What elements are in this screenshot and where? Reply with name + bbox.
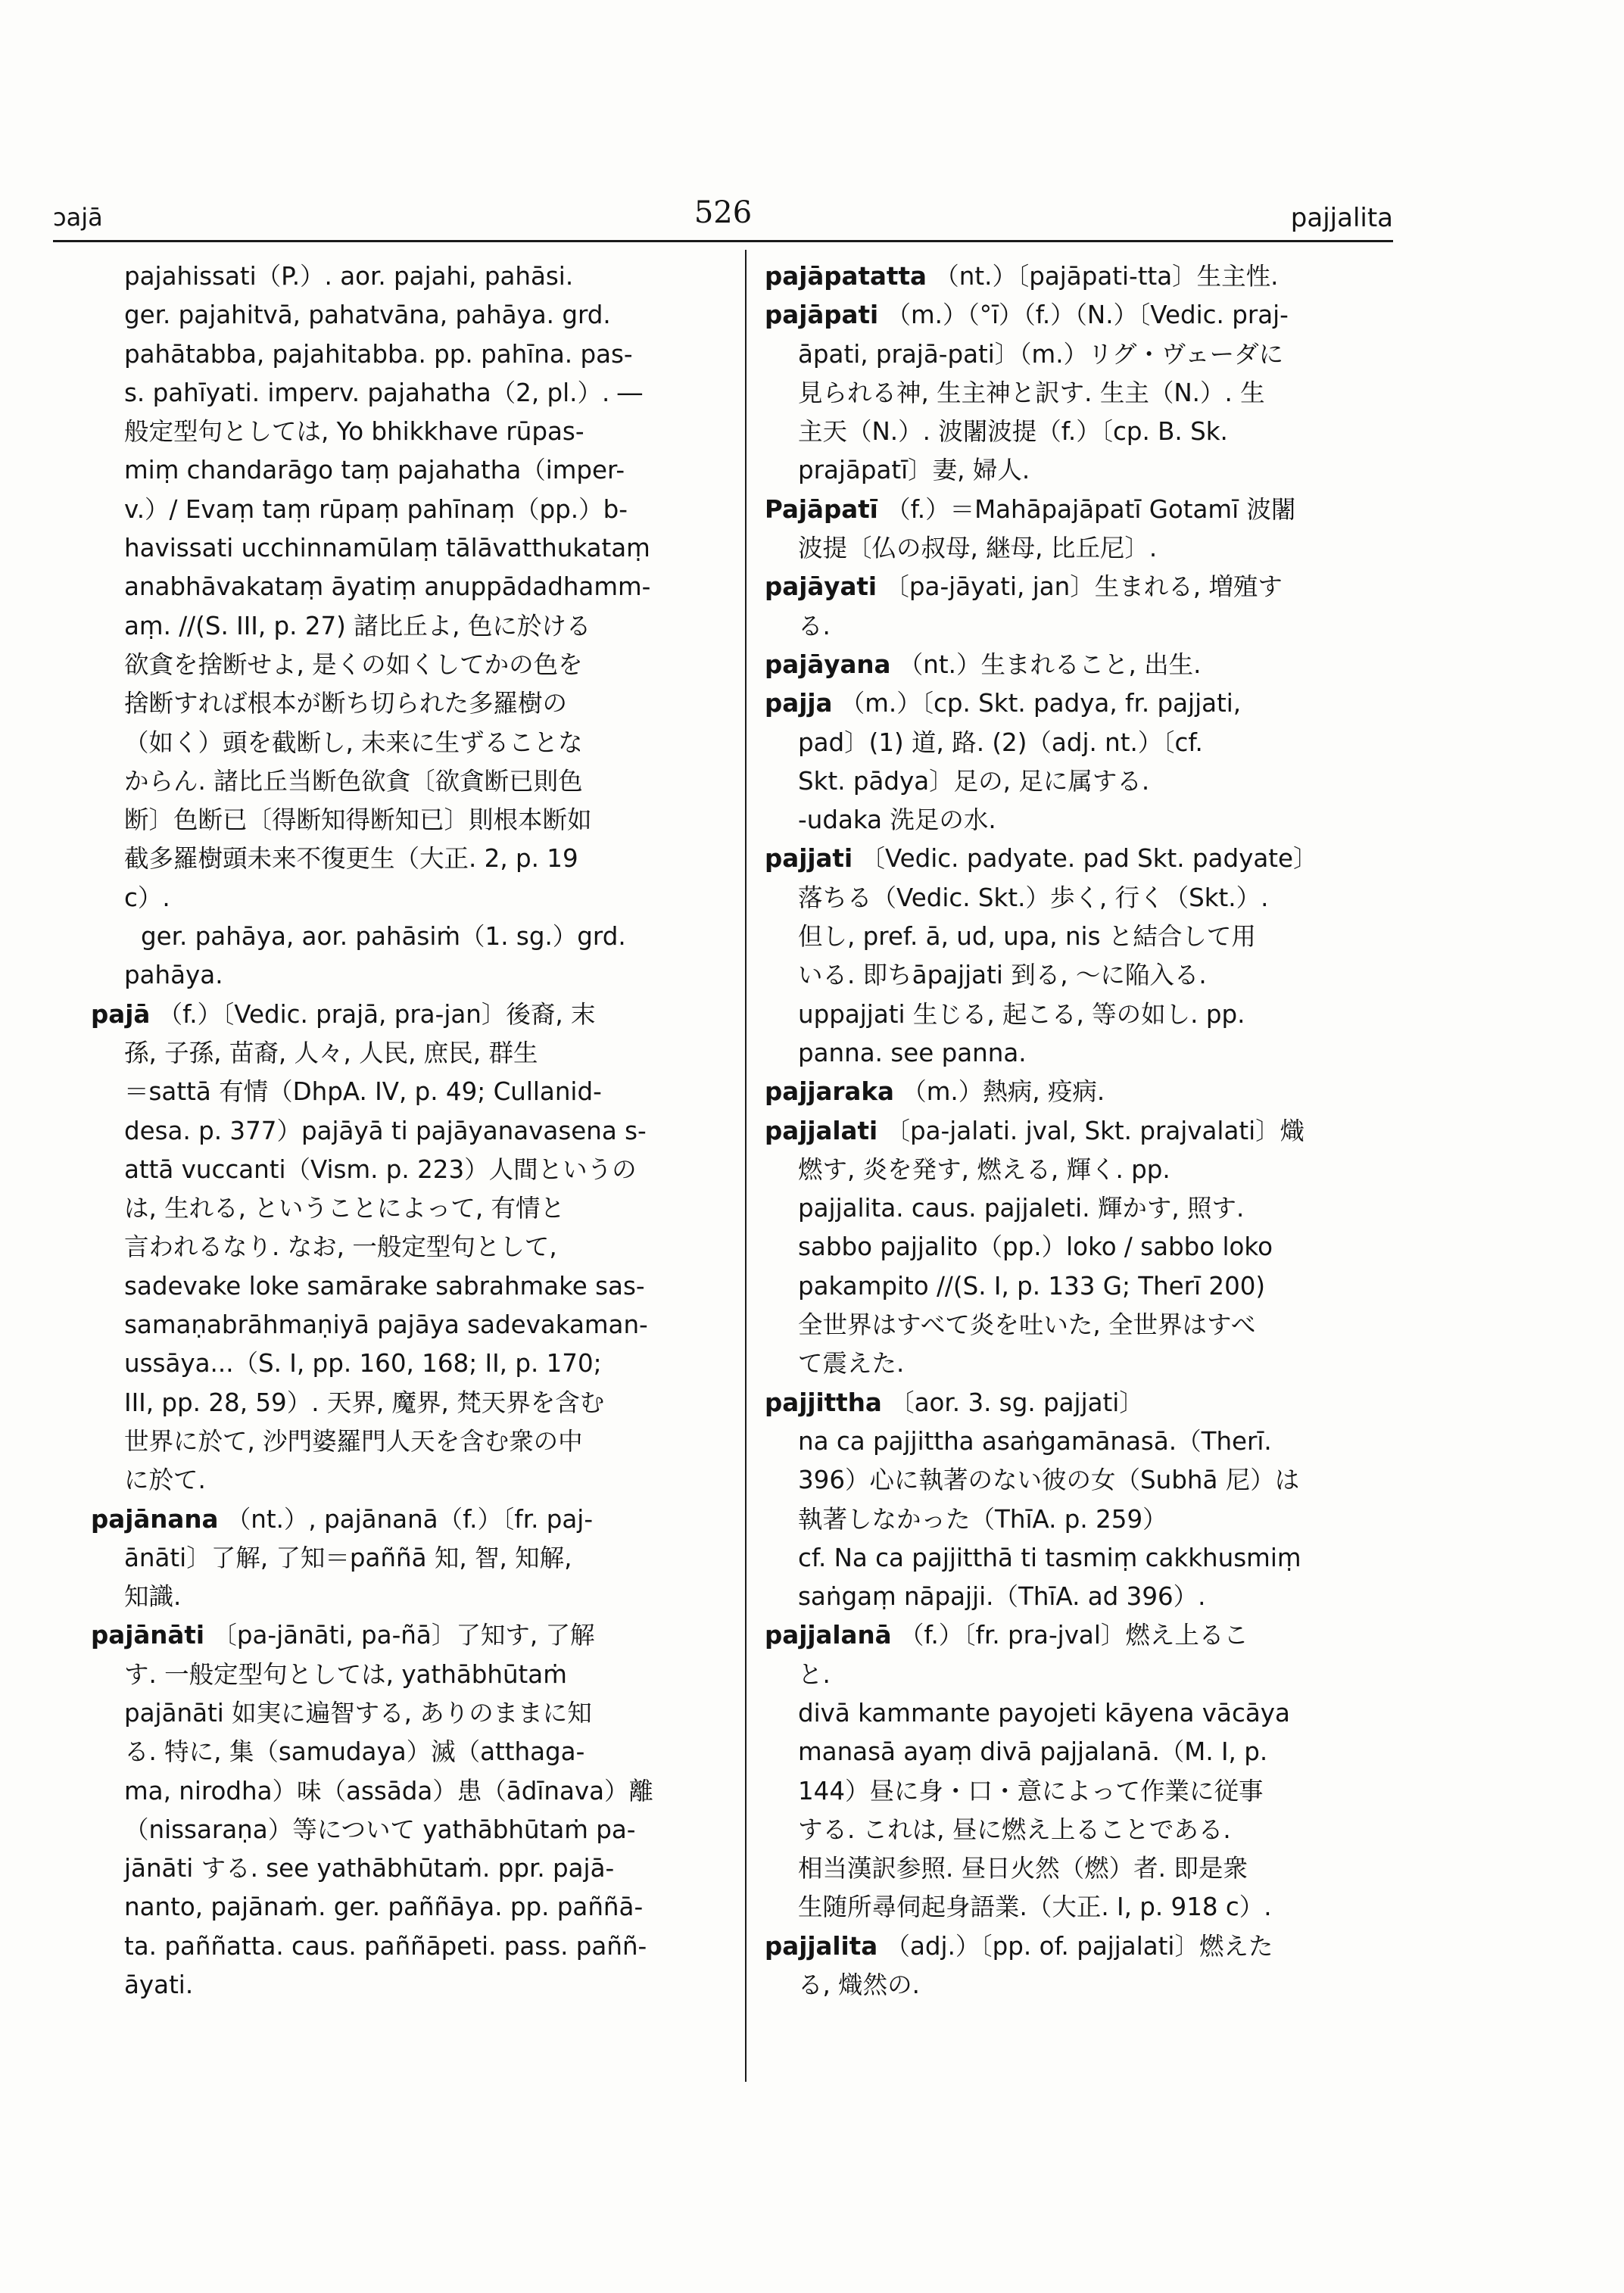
entry-line [91, 529, 712, 568]
entry-line [765, 1151, 1397, 1189]
entry-text: pahātabba, pajahitabba. pp. pahīna. pas- [124, 339, 633, 369]
entry-text: pajjalita. caus. pajjaleti. 輝かす, 照す. [798, 1194, 1245, 1223]
entry-line [765, 956, 1397, 995]
entry-text: jānāti する. see yathābhūtaṁ. ppr. pajā- [124, 1854, 615, 1883]
entry-text: pakampito //(S. I, p. 133 G; Therī 200) [798, 1271, 1266, 1301]
entry-line [91, 451, 712, 490]
entry-line [765, 1034, 1397, 1073]
entry-text: attā vuccanti（Vism. p. 223）人間というの [124, 1154, 637, 1184]
entry-text: 〔aor. 3. sg. pajjati〕 [890, 1388, 1144, 1417]
entry-line [765, 413, 1397, 451]
entry-text: （nt.）〔pajāpati-tta〕生主性. [934, 262, 1279, 291]
entry-text: る. 特に, 集（samudaya）滅（atthaga- [124, 1737, 585, 1767]
dictionary-entry [765, 296, 1397, 490]
entry-line [91, 1927, 712, 1966]
entry-text: 主天（N.）. 波闍波提（f.）〔cp. B. Sk. [798, 417, 1228, 447]
dictionary-entry [91, 257, 712, 995]
entry-text: 知識. [124, 1582, 182, 1612]
entry-text: 但し, pref. ā, ud, upa, nis と結合して用 [798, 922, 1256, 952]
entry-text: 全世界はすべて炎を吐いた, 全世界はすべ [798, 1310, 1256, 1340]
entry-text: （f.）〔fr. pra-jval〕燃え上るこ [899, 1621, 1248, 1650]
entry-line [91, 257, 712, 296]
entry-line [91, 491, 712, 529]
entry-line [91, 1384, 712, 1422]
entry-text: pajahissati（P.）. aor. pajahi, pahāsi. [124, 262, 574, 291]
entry-headword: pajjalati [765, 1116, 878, 1145]
entry-text: （f.）〔Vedic. prajā, pra-jan〕後裔, 末 [157, 999, 596, 1029]
entry-headword: Pajāpatī [765, 494, 878, 524]
entry-text: divā kammante payojeti kāyena vācāya [798, 1698, 1290, 1728]
entry-text: 見られる神, 生主神と訳す. 生主（N.）. 生 [798, 378, 1265, 407]
left-column [91, 257, 712, 2005]
entry-line [91, 801, 712, 840]
entry-text: c）. [124, 883, 170, 912]
entry-line [91, 1112, 712, 1151]
entry-line [91, 1578, 712, 1616]
entry-line [765, 335, 1397, 374]
entry-text: na ca pajjittha asaṅgamānasā.（Therī. [798, 1426, 1272, 1456]
page-number: 526 [694, 195, 753, 230]
entry-line [765, 1849, 1397, 1888]
entry-text: 断〕色断已〔得断知得断知已〕則根本断如 [124, 805, 592, 835]
entry-text: sabbo pajjalito（pp.）loko / sabbo loko [798, 1232, 1273, 1262]
entry-text: する. これは, 昼に燃え上ることである. [798, 1815, 1231, 1844]
entry-text: 相当漢訳参照. 昼日火然（燃）者. 即是衆 [798, 1854, 1248, 1883]
entry-line [765, 1422, 1397, 1461]
entry-line [765, 529, 1397, 568]
entry-text: manasā ayaṃ divā pajjalanā.（M. I, p. [798, 1737, 1268, 1767]
entry-text: pajānāti 如実に遍智する, ありのままに知 [124, 1698, 592, 1728]
entry-text: 言われるなり. なお, 一般定型句として, [124, 1232, 557, 1262]
entry-text: sadevake loke samārake sabrahmake sas- [124, 1271, 645, 1301]
entry-line [765, 1267, 1397, 1306]
entry-text: miṃ chandarāgo taṃ pajahatha（imper- [124, 456, 625, 485]
entry-line [765, 646, 1397, 684]
entry-text: 欲貪を捨断せよ, 是くの如くしてかの色を [124, 650, 583, 679]
entry-line [765, 1073, 1397, 1111]
entry-text: （m.）（°ī）（f.）（N.）〔Vedic. praj- [886, 301, 1289, 330]
dictionary-entry [765, 1073, 1397, 1111]
entry-text: （如く）頭を截断し, 未来に生ずることな [124, 727, 583, 757]
entry-text: pahāya. [124, 961, 223, 990]
right-column [765, 257, 1397, 2005]
entry-line [91, 1849, 712, 1888]
entry-text: は, 生れる, ということによって, 有情と [124, 1194, 565, 1223]
entry-line [91, 646, 712, 684]
entry-text: ＝sattā 有情（DhpA. IV, p. 49; Cullanid- [124, 1077, 602, 1107]
entry-text: （adj.）〔pp. of. pajjalati〕燃えた [885, 1931, 1273, 1961]
entry-line [765, 1578, 1397, 1616]
dictionary-entry [765, 646, 1397, 684]
entry-text: （nt.）生まれること, 出生. [898, 650, 1202, 679]
entry-line [91, 879, 712, 918]
entry-text: panna. see panna. [798, 1038, 1027, 1067]
entry-text: からん. 諸比丘当断色欲貪〔欲貪断已則色 [124, 766, 583, 796]
entry-line [91, 1966, 712, 2005]
entry-text: 捨断すれば根本が断ち切られた多羅樹の [124, 689, 568, 718]
entry-line [91, 335, 712, 374]
entry-text: ānāti〕了解, 了知＝paññā 知, 智, 知解, [124, 1543, 572, 1572]
entry-line [91, 1656, 712, 1694]
entry-text: 燃す, 炎を発す, 燃える, 輝く. pp. [798, 1154, 1170, 1184]
entry-text: s. pahīyati. imperv. pajahatha（2, pl.）. ― [124, 378, 643, 407]
dictionary-entry [765, 1384, 1397, 1617]
entry-text: pad〕(1) 道, 路. (2)（adj. nt.）〔cf. [798, 727, 1203, 757]
entry-line [765, 451, 1397, 490]
entry-line [91, 413, 712, 451]
entry-line [91, 995, 712, 1034]
dictionary-entry [91, 995, 712, 1500]
entry-text: nanto, pajānaṁ. ger. paññāya. pp. paññā- [124, 1893, 644, 1922]
entry-text: に於て. [124, 1466, 206, 1495]
entry-line [765, 840, 1397, 878]
entry-text: 波提〔仏の叔母, 継母, 比丘尼〕. [798, 534, 1158, 563]
entry-line [91, 724, 712, 762]
entry-line [91, 684, 712, 723]
entry-text: 執著しなかった（ThīA. p. 259） [798, 1504, 1167, 1534]
entry-line [91, 840, 712, 878]
dictionary-entry [765, 840, 1397, 1073]
entry-line [91, 607, 712, 646]
entry-text: 〔pa-jānāti, pa-ñā〕了知す, 了解 [212, 1621, 595, 1650]
entry-text: 〔Vedic. padyate. pad Skt. padyate〕 [860, 844, 1318, 874]
entry-line [765, 995, 1397, 1034]
entry-line [765, 257, 1397, 296]
dictionary-entry [765, 1616, 1397, 1927]
entry-line [765, 1616, 1397, 1655]
entry-line [91, 1694, 712, 1733]
entry-text: 般定型句としては, Yo bhikkhave rūpas- [124, 417, 584, 447]
entry-line [91, 1539, 712, 1578]
entry-line [765, 1694, 1397, 1733]
entry-text: （f.）＝Mahāpajāpatī Gotamī 波闍 [886, 494, 1296, 524]
entry-text: uppajjati 生じる, 起こる, 等の如し. pp. [798, 999, 1245, 1029]
entry-text: （m.）熱病, 疫病. [902, 1077, 1105, 1107]
entry-headword: pajāyana [765, 650, 891, 679]
entry-line [91, 1811, 712, 1849]
dictionary-entry [765, 684, 1397, 840]
entry-line [765, 568, 1397, 606]
entry-line [91, 956, 712, 995]
entry-line [765, 1811, 1397, 1849]
entry-line [765, 918, 1397, 956]
entry-text: ussāya...（S. I, pp. 160, 168; II, p. 170; [124, 1349, 602, 1379]
entry-text: 396）心に執著のない彼の女（Subhā 尼）は [798, 1466, 1300, 1495]
entry-headword: pajānana [91, 1504, 219, 1534]
entry-headword: pajāpati [765, 301, 879, 330]
entry-text: （nissaraṇa）等について yathābhūtaṁ pa- [124, 1815, 636, 1844]
entry-text: Skt. pādya〕足の, 足に属する. [798, 766, 1150, 796]
entry-line [91, 1500, 712, 1539]
entry-text: （m.）〔cp. Skt. padya, fr. pajjati, [840, 689, 1242, 718]
entry-line [765, 1461, 1397, 1500]
entry-text: 〔pa-jalati. jval, Skt. prajvalati〕熾 [885, 1116, 1305, 1145]
entry-headword: pajāyati [765, 572, 877, 602]
entry-text: desa. p. 377）pajāyā ti pajāyanavasena s- [124, 1116, 647, 1145]
entry-line [91, 1073, 712, 1111]
entry-headword: pajjalanā [765, 1621, 892, 1650]
entry-line [765, 1112, 1397, 1151]
entry-line [91, 1888, 712, 1927]
entry-text: て震えた. [798, 1349, 905, 1379]
entry-text: havissati ucchinnamūlaṃ tālāvatthukataṃ [124, 534, 650, 563]
entry-line [765, 296, 1397, 335]
entry-headword: pajja [765, 689, 833, 718]
entry-text: 生随所尋伺起身語業.（大正. I, p. 918 c）. [798, 1893, 1272, 1922]
entry-line [765, 879, 1397, 918]
entry-text: （nt.）, pajānanā（f.）〔fr. paj- [226, 1504, 594, 1534]
entry-text: saṅgaṃ nāpajji.（ThīA. ad 396）. [798, 1582, 1206, 1612]
entry-text: ta. paññatta. caus. paññāpeti. pass. paññ- [124, 1931, 647, 1961]
entry-line [91, 296, 712, 335]
entry-line [765, 1228, 1397, 1266]
entry-line [765, 374, 1397, 413]
entry-text: 孫, 子孫, 苗裔, 人々, 人民, 庶民, 群生 [124, 1038, 538, 1067]
entry-line [765, 1344, 1397, 1383]
dictionary-entry [91, 1500, 712, 1617]
entry-text: āpati, prajā-pati〕（m.）リグ・ヴェーダに [798, 339, 1284, 369]
entry-line [765, 1656, 1397, 1694]
entry-headword: pajjaraka [765, 1077, 894, 1107]
entry-text: āyati. [124, 1971, 194, 2000]
entry-text: ger. pahāya, aor. pahāsiṁ（1. sg.）grd. [141, 922, 626, 952]
entry-text: 截多羅樹頭未来不復更生（大正. 2, p. 19 [124, 844, 578, 874]
entry-headword: pajāpatatta [765, 262, 927, 291]
entry-line [91, 1772, 712, 1811]
dictionary-entry [765, 257, 1397, 296]
entry-line [91, 1616, 712, 1655]
entry-headword: pajānāti [91, 1621, 205, 1650]
dictionary-entry [765, 1112, 1397, 1384]
entry-text: 落ちる（Vedic. Skt.）歩く, 行く（Skt.）. [798, 883, 1269, 912]
entry-line [765, 684, 1397, 723]
entry-text: -udaka 洗足の水. [798, 805, 996, 835]
running-head-left: ɔajā [53, 203, 103, 232]
dictionary-entry [765, 491, 1397, 569]
entry-line [765, 801, 1397, 840]
entry-text: す. 一般定型句としては, yathābhūtaṁ [124, 1659, 567, 1689]
entry-line [765, 1539, 1397, 1578]
entry-line [765, 491, 1397, 529]
entry-text: samaṇabrāhmaṇiyā pajāya sadevakaman- [124, 1310, 648, 1340]
entry-line [91, 1228, 712, 1266]
entry-text: ma, nirodha）味（assāda）患（ādīnava）離 [124, 1776, 654, 1805]
entry-line [765, 1733, 1397, 1771]
entry-line [91, 1461, 712, 1500]
running-head-right: pajjalita [1290, 203, 1393, 233]
entry-line [765, 1927, 1397, 1966]
entry-line [765, 1888, 1397, 1927]
dictionary-entry [765, 568, 1397, 646]
entry-line [765, 724, 1397, 762]
entry-headword: pajjalita [765, 1931, 878, 1961]
entry-line [91, 1344, 712, 1383]
entry-text: prajāpatī〕妻, 婦人. [798, 456, 1030, 485]
entry-line [91, 374, 712, 413]
entry-line [91, 1422, 712, 1461]
entry-text: aṃ. //(S. III, p. 27) 諸比丘よ, 色に於ける [124, 611, 591, 640]
header-rule [53, 240, 1393, 242]
entry-headword: pajjittha [765, 1388, 882, 1417]
entry-line [91, 918, 712, 956]
column-divider [745, 250, 747, 2082]
entry-text: 〔pa-jāyati, jan〕生まれる, 増殖す [884, 572, 1283, 602]
entry-text: と. [798, 1659, 831, 1689]
entry-line [91, 1151, 712, 1189]
entry-line [91, 568, 712, 606]
entry-line [91, 1034, 712, 1073]
entry-line [91, 762, 712, 801]
entry-text: cf. Na ca pajjitthā ti tasmiṃ cakkhusmiṃ [798, 1543, 1301, 1572]
entry-line [765, 607, 1397, 646]
entry-line [765, 1306, 1397, 1344]
entry-line [765, 1966, 1397, 2005]
entry-text: 世界に於て, 沙門婆羅門人天を含む衆の中 [124, 1426, 583, 1456]
entry-line [765, 1384, 1397, 1422]
entry-line [91, 1189, 712, 1228]
entry-headword: pajjati [765, 844, 853, 874]
dictionary-entry [91, 1616, 712, 2005]
entry-line [765, 762, 1397, 801]
entry-text: anabhāvakataṃ āyatiṃ anuppādadhamm- [124, 572, 651, 602]
entry-line [91, 1267, 712, 1306]
entry-text: 144）昼に身・口・意によって作業に従事 [798, 1776, 1264, 1805]
entry-text: v.）/ Evaṃ taṃ rūpaṃ pahīnaṃ（pp.）b- [124, 494, 628, 524]
entry-line [765, 1772, 1397, 1811]
entry-headword: pajā [91, 999, 151, 1029]
entry-line [765, 1500, 1397, 1539]
entry-text: III, pp. 28, 59）. 天界, 魔界, 梵天界を含む [124, 1388, 605, 1417]
dictionary-entry [765, 1927, 1397, 2005]
entry-text: いる. 即ちāpajjati 到る, ～に陥入る. [798, 961, 1207, 990]
entry-line [765, 1189, 1397, 1228]
running-head [53, 195, 1393, 239]
entry-line [91, 1733, 712, 1771]
entry-line [91, 1306, 712, 1344]
entry-text: る, 熾然の. [798, 1971, 920, 2000]
entry-text: ger. pajahitvā, pahatvāna, pahāya. grd. [124, 301, 611, 330]
entry-text: る. [798, 611, 831, 640]
